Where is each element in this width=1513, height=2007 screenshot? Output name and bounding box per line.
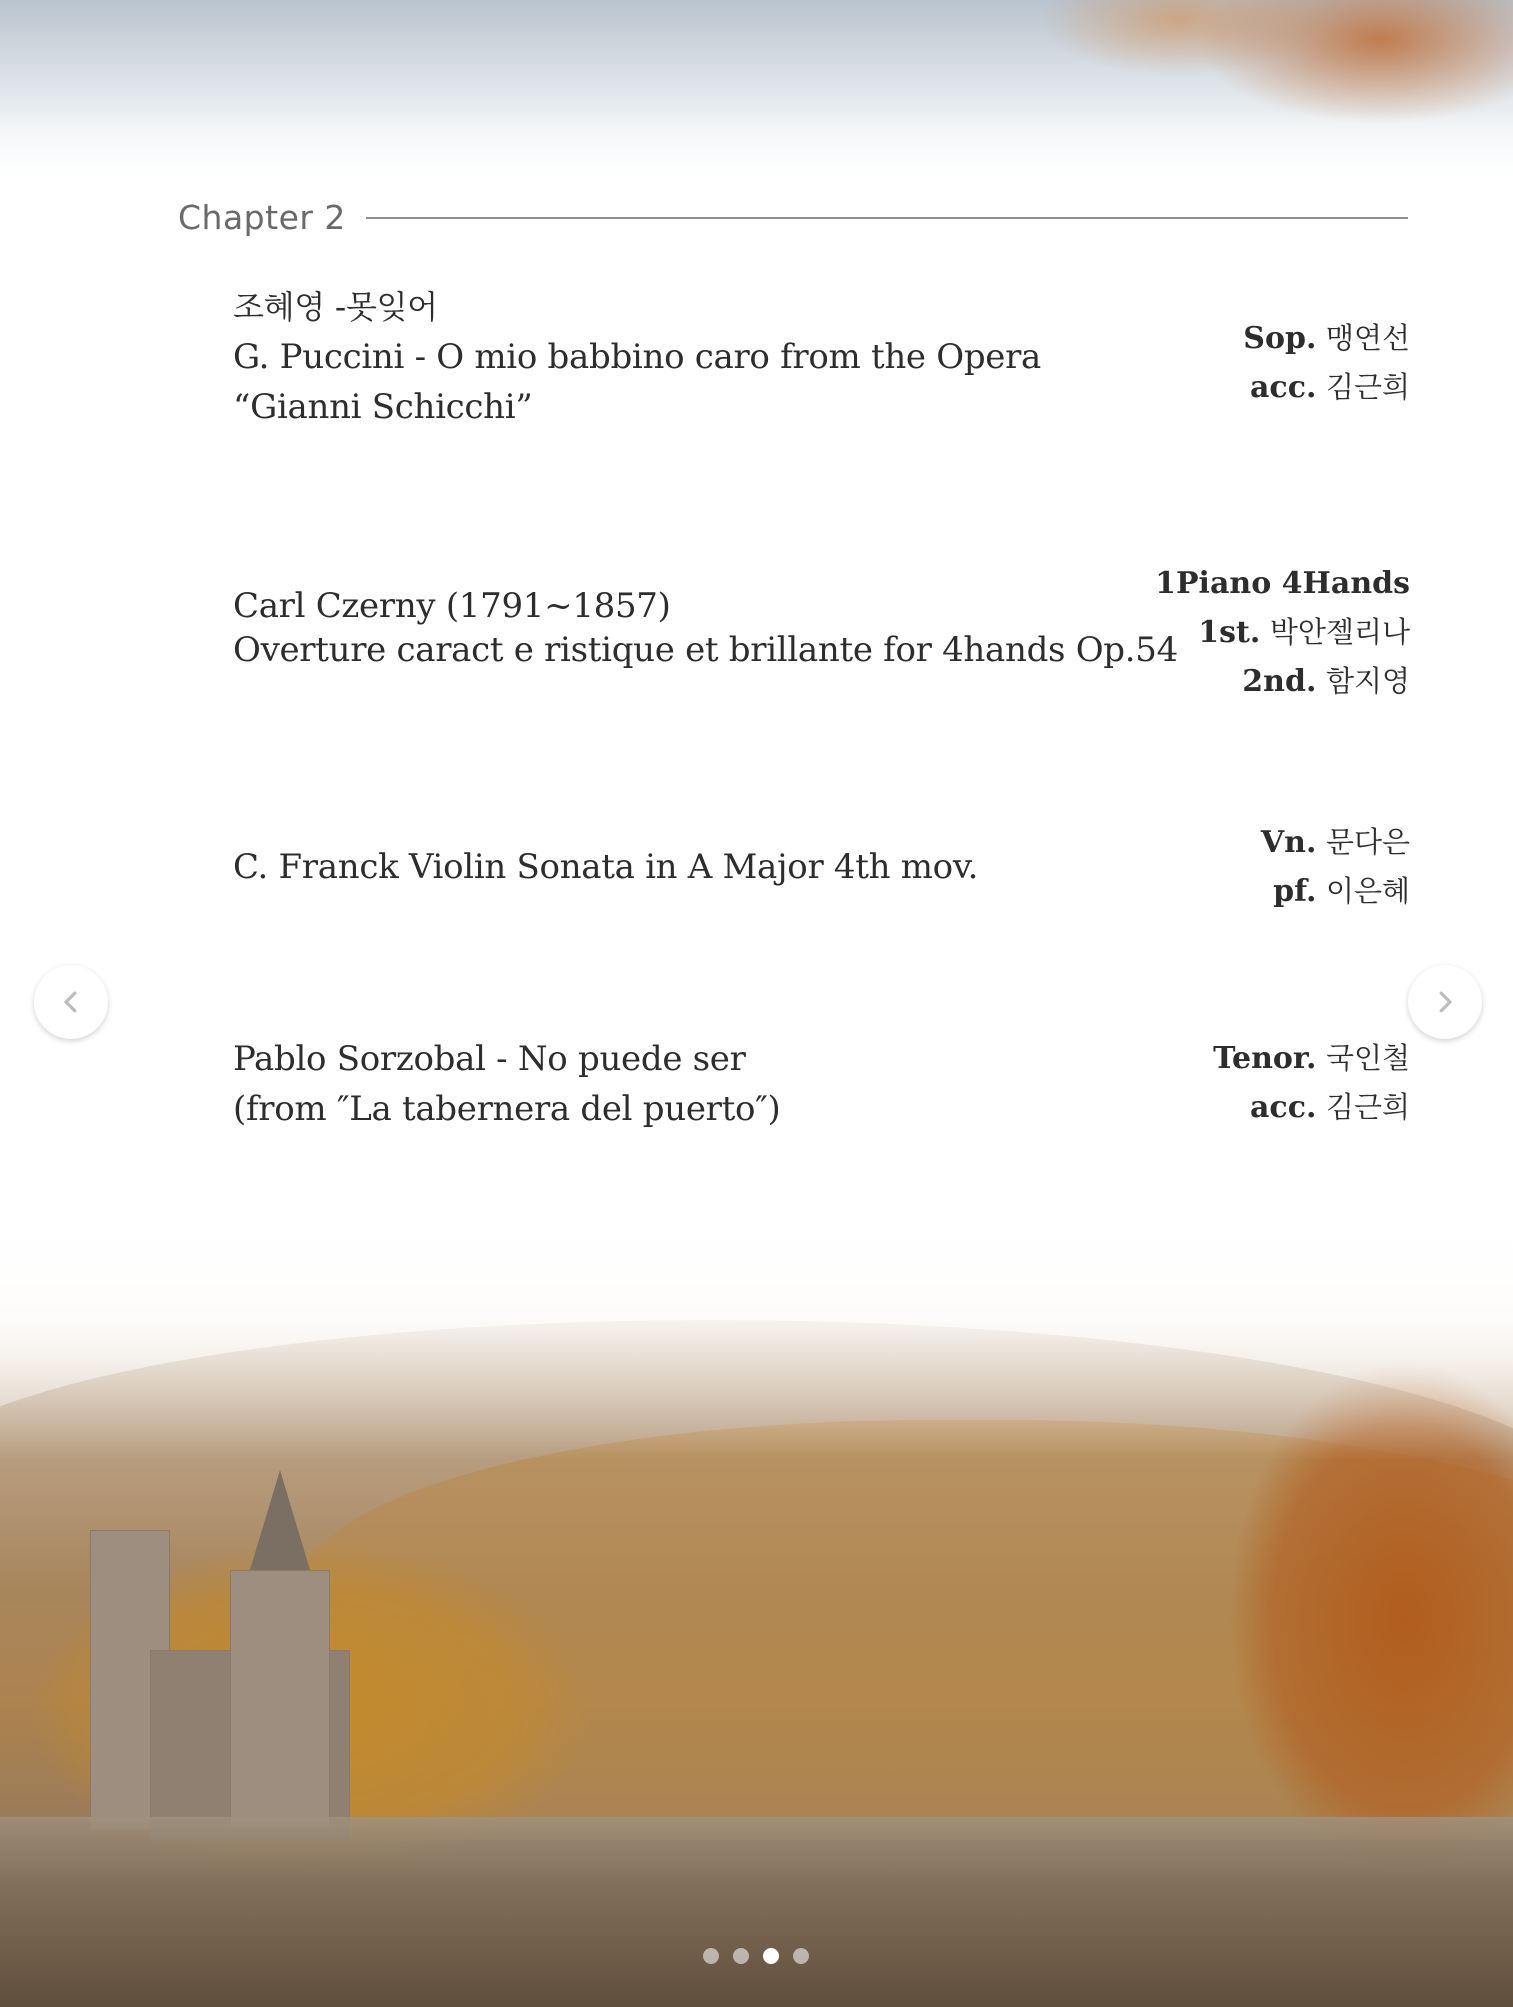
performer bbox=[1155, 608, 1410, 657]
performer-name: 함지영 bbox=[1325, 664, 1410, 698]
performer bbox=[1261, 818, 1410, 867]
top-background bbox=[0, 0, 1513, 190]
performer-name: 이은혜 bbox=[1325, 874, 1410, 908]
chapter-rule bbox=[366, 217, 1408, 219]
castle-tower bbox=[230, 1570, 330, 1830]
performer-list bbox=[1261, 818, 1410, 916]
castle-spire bbox=[250, 1470, 310, 1570]
piece-line: G. Puccini - O mio babbino caro from the Opera bbox=[233, 337, 1042, 377]
lake-reflection bbox=[0, 1817, 1513, 2007]
performer-role: acc. bbox=[1249, 1090, 1317, 1125]
program-item bbox=[233, 825, 1410, 909]
performer-list bbox=[1213, 1034, 1410, 1132]
performer bbox=[1243, 314, 1410, 363]
piece-line: (from ″La tabernera del puerto″) bbox=[233, 1089, 781, 1129]
castle-illustration bbox=[90, 1530, 410, 1860]
piece-line: Pablo Sorzobal - No puede ser bbox=[233, 1039, 746, 1079]
performer bbox=[1261, 867, 1410, 916]
chevron-right-icon bbox=[1430, 987, 1460, 1017]
performer-role: Vn. bbox=[1260, 825, 1317, 860]
performer-name: 문다은 bbox=[1325, 825, 1410, 859]
performer-list bbox=[1155, 560, 1410, 706]
piece-line: Carl Czerny (1791~1857) bbox=[233, 586, 671, 626]
carousel-pagination bbox=[703, 1948, 809, 1964]
piece-title bbox=[233, 842, 1410, 892]
performer-name: 맹연선 bbox=[1325, 321, 1410, 355]
performer bbox=[1155, 560, 1410, 608]
performer-role: Tenor. bbox=[1213, 1041, 1317, 1076]
chapter-header bbox=[178, 198, 1408, 237]
performer-role: pf. bbox=[1273, 874, 1317, 909]
performer-role: Sop. bbox=[1243, 321, 1317, 356]
program-item bbox=[233, 282, 1410, 432]
piece-title bbox=[233, 282, 1410, 432]
pagination-dot[interactable] bbox=[703, 1948, 719, 1964]
previous-slide-button[interactable] bbox=[34, 965, 108, 1039]
piece-line: C. Franck Violin Sonata in A Major 4th mov. bbox=[233, 847, 979, 887]
pagination-dot[interactable] bbox=[793, 1948, 809, 1964]
landscape-background bbox=[0, 1200, 1513, 2007]
next-slide-button[interactable] bbox=[1408, 965, 1482, 1039]
program-item bbox=[233, 1034, 1410, 1134]
performer-list bbox=[1243, 314, 1410, 412]
performer-name: 박안젤리나 bbox=[1269, 615, 1410, 649]
performer-role: acc. bbox=[1249, 370, 1317, 405]
performer-role: 2nd. bbox=[1242, 664, 1317, 699]
performer-role: 1st. bbox=[1198, 615, 1261, 650]
program-item bbox=[233, 566, 1410, 699]
performer bbox=[1243, 363, 1410, 412]
performer bbox=[1213, 1034, 1410, 1083]
performer-name: 국인철 bbox=[1325, 1041, 1410, 1075]
performer-role: 1Piano 4Hands bbox=[1155, 566, 1410, 601]
chapter-title: Chapter 2 bbox=[178, 198, 346, 237]
pagination-dot[interactable] bbox=[733, 1948, 749, 1964]
pagination-dot[interactable] bbox=[763, 1948, 779, 1964]
piece-line: 조혜영 -못잊어 bbox=[233, 288, 438, 326]
chevron-left-icon bbox=[56, 987, 86, 1017]
performer-name: 김근희 bbox=[1325, 1090, 1410, 1124]
performer-name: 김근희 bbox=[1325, 370, 1410, 404]
piece-line: Overture caract e ristique et brillante for 4hands Op.54 bbox=[233, 630, 1178, 670]
piece-line: “Gianni Schicchi” bbox=[233, 387, 533, 427]
performer bbox=[1155, 657, 1410, 706]
performer bbox=[1213, 1083, 1410, 1132]
